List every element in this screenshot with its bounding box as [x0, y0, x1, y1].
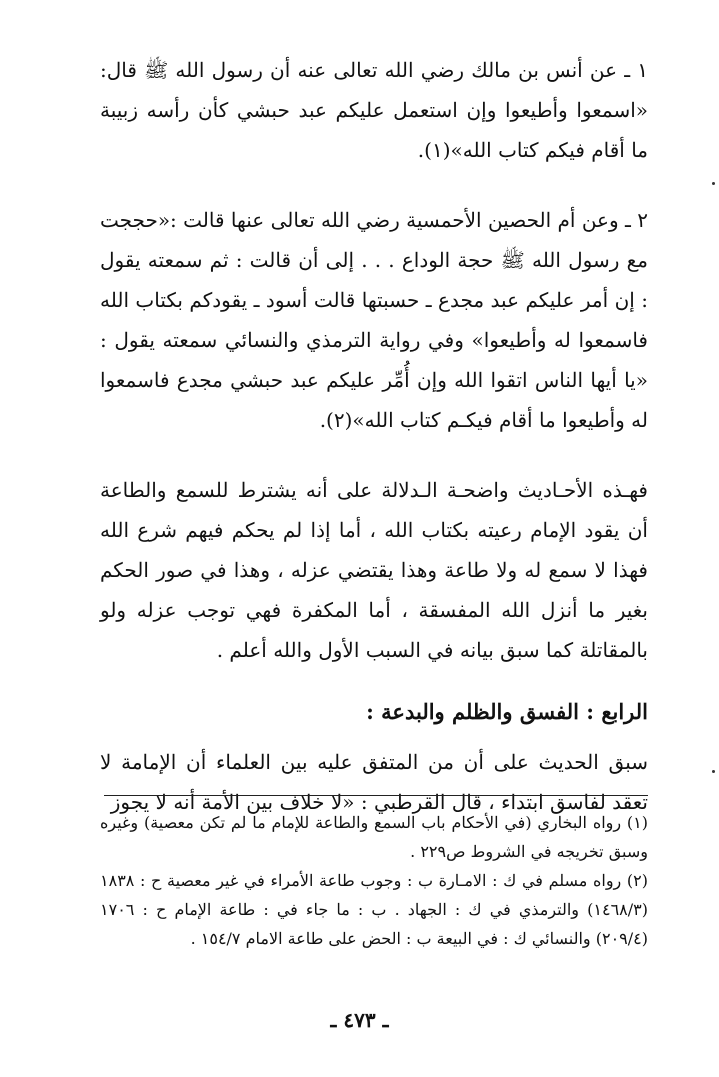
footnote-1: (١) رواه البخاري (في الأحكام باب السمع والطاعة للإمام ما لم تكن معصية) وغيره وسبق تخريجه في الشروط ص٢٢٩ . [100, 813, 648, 861]
main-text [100, 50, 648, 822]
footnote-divider [104, 795, 648, 796]
section-heading: الرابع : الفسق والظلم والبدعة : [366, 699, 648, 724]
footnote-2: (٢) رواه مسلم في ك : الامـارة ب : وجوب طاعة الأمراء في غير معصية ح : ١٨٣٨ (١٤٦٨/٣) والترمذي في ك : الجهاد . ب : ما جاء في : طاعة الإمام ح : ١٧٠٦ (٢٠٩/٤) والنسائي ك : في البيعة ب : الحض على طاعة الامام ١٥٤/٧ . [100, 871, 648, 948]
footnotes [100, 808, 648, 953]
paragraph-hadith-1: ١ ـ عن أنس بن مالك رضي الله تعالى عنه أن رسول الله ﷺ قال: «اسمعوا وأطيعوا وإن استعمل عليكم عبد حبشي كأن رأسه زبيبة ما أقام فيكم كتاب الله»(١). [100, 58, 648, 162]
paragraph-closing: سبق الحديث على أن من المتفق عليه بين العلماء أن الإمامة لا تعقد لفاسق ابتداء ، قال القرطبي : «لا خلاف بين الأمة أنه لا يجوز [100, 750, 648, 814]
scan-speck [712, 770, 715, 773]
paragraph-commentary: فهـذه الأحـاديث واضحـة الـدلالة على أنه يشترط للسمع والطاعة أن يقود الإمام رعيته بكتاب الله ، أما إذا لم يحكم فيهم شرع الله فهذا لا سمع له ولا طاعة وهذا يقتضي عزله ، وهذا في صور الحكم بغير ما أنزل الله المفسقة ، أما المكفرة فهي توجب عزله ولو بالمقاتلة كما سبق بيانه في السبب الأول والله أعلم . [100, 478, 648, 662]
scan-speck [712, 182, 715, 185]
page-number: ـ ٤٧٣ ـ [330, 1008, 389, 1032]
paragraph-hadith-2: ٢ ـ وعن أم الحصين الأحمسية رضي الله تعالى عنها قالت :«حججت مع رسول الله ﷺ حجة الوداع . . . إلى أن قالت : ثم سمعته يقول : إن أمر عليكم عبد مجدع ـ حسبتها قالت أسود ـ يقودكم بكتاب الله فاسمعوا له وأطيعوا» وفي رواية الترمذي والنسائي سمعته يقول : «يا أيها الناس اتقوا الله وإن أُمِّر عليكم عبد حبشي مجدع فاسمعوا له وأطيعوا ما أقام فيكـم كتاب الله»(٢). [100, 208, 648, 432]
